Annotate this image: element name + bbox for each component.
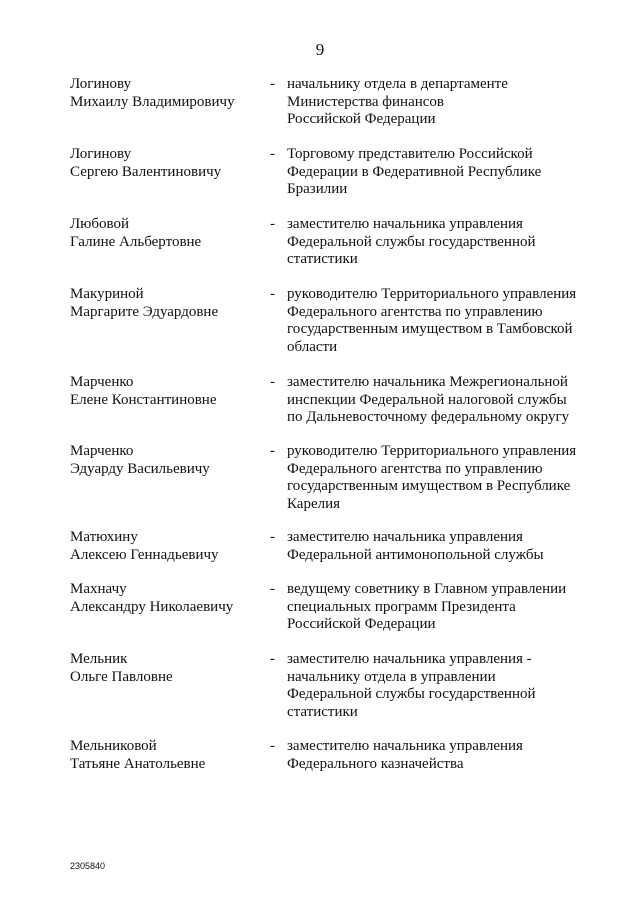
position-title [287,286,587,356]
position-line: по Дальневосточному федеральному округу [287,409,570,426]
position-line: Федеральной службы государственной [287,233,536,250]
position-line: заместителю начальника управления - [287,651,532,667]
position-line: Торговому представителю Российской [287,146,533,162]
surname: Матюхину [70,529,138,545]
position-title [287,76,587,129]
recipient-name [70,581,260,616]
dash-separator: - [270,581,275,597]
surname: Мельниковой [70,738,157,754]
position-line: государственным имуществом в Республике [287,478,571,495]
surname: Логинову [70,146,132,162]
document-code: 2305840 [70,861,106,871]
dash-separator: - [270,146,275,162]
recipient-name [70,529,260,564]
dash-separator: - [270,651,275,667]
position-line: Бразилии [287,181,348,198]
position-line: специальных программ Президента [287,598,516,615]
dash-separator: - [270,286,275,302]
given-names: Алексею Геннадьевичу [70,546,219,563]
recipient-name [70,443,260,478]
dash-separator: - [270,443,275,459]
position-line: Федеральной антимонопольной службы [287,546,544,563]
position-line: области [287,338,338,355]
recipient-name [70,651,260,686]
surname: Любовой [70,216,130,232]
position-line: Федерального агентства по управлению [287,460,543,477]
position-title [287,146,587,199]
position-line: заместителю начальника управления [287,738,523,754]
dash-separator: - [270,76,275,92]
position-line: Российской Федерации [287,616,436,633]
given-names: Александру Николаевичу [70,598,234,615]
given-names: Маргарите Эдуардовне [70,303,219,320]
position-line: заместителю начальника управления [287,529,523,545]
position-title [287,651,587,721]
given-names: Татьяне Анатольевне [70,755,206,772]
dash-separator: - [270,738,275,754]
position-line: заместителю начальника управления [287,216,523,232]
position-line: Министерства финансов [287,93,444,110]
position-line: начальнику отдела в департаменте [287,76,508,92]
position-title [287,738,587,773]
given-names: Сергею Валентиновичу [70,163,222,180]
given-names: Елене Константиновне [70,391,217,408]
recipient-name [70,374,260,409]
surname: Макуриной [70,286,144,302]
given-names: Галине Альбертовне [70,233,202,250]
recipient-name [70,216,260,251]
position-line: Карелия [287,495,341,512]
dash-separator: - [270,216,275,232]
dash-separator: - [270,529,275,545]
position-title [287,581,587,634]
position-line: ведущему советнику в Главном управлении [287,581,567,597]
position-line: руководителю Территориального управления [287,286,577,302]
position-title [287,443,587,513]
recipient-name [70,76,260,111]
position-title [287,529,587,564]
position-line: Федерального агентства по управлению [287,303,543,320]
position-line: статистики [287,251,358,268]
position-line: руководителю Территориального управления [287,443,577,459]
surname: Марченко [70,374,134,390]
given-names: Эдуарду Васильевичу [70,460,210,477]
position-line: Федеральной службы государственной [287,686,536,703]
dash-separator: - [270,374,275,390]
position-line: Федерации в Федеративной Республике [287,163,542,180]
position-line: статистики [287,703,358,720]
position-line: начальнику отдела в управлении [287,668,496,685]
position-line: инспекции Федеральной налоговой службы [287,391,567,408]
recipient-name [70,286,260,321]
surname: Логинову [70,76,132,92]
recipient-name [70,146,260,181]
position-title [287,216,587,269]
surname: Махначу [70,581,127,597]
page-number: 9 [315,40,325,59]
surname: Мельник [70,651,128,667]
given-names: Ольге Павловне [70,668,173,685]
position-line: государственным имуществом в Тамбовской [287,321,573,338]
surname: Марченко [70,443,134,459]
position-title [287,374,587,427]
position-line: Федерального казначейства [287,755,464,772]
recipient-name [70,738,260,773]
given-names: Михаилу Владимировичу [70,93,235,110]
position-line: заместителю начальника Межрегиональной [287,374,568,390]
position-line: Российской Федерации [287,111,436,128]
